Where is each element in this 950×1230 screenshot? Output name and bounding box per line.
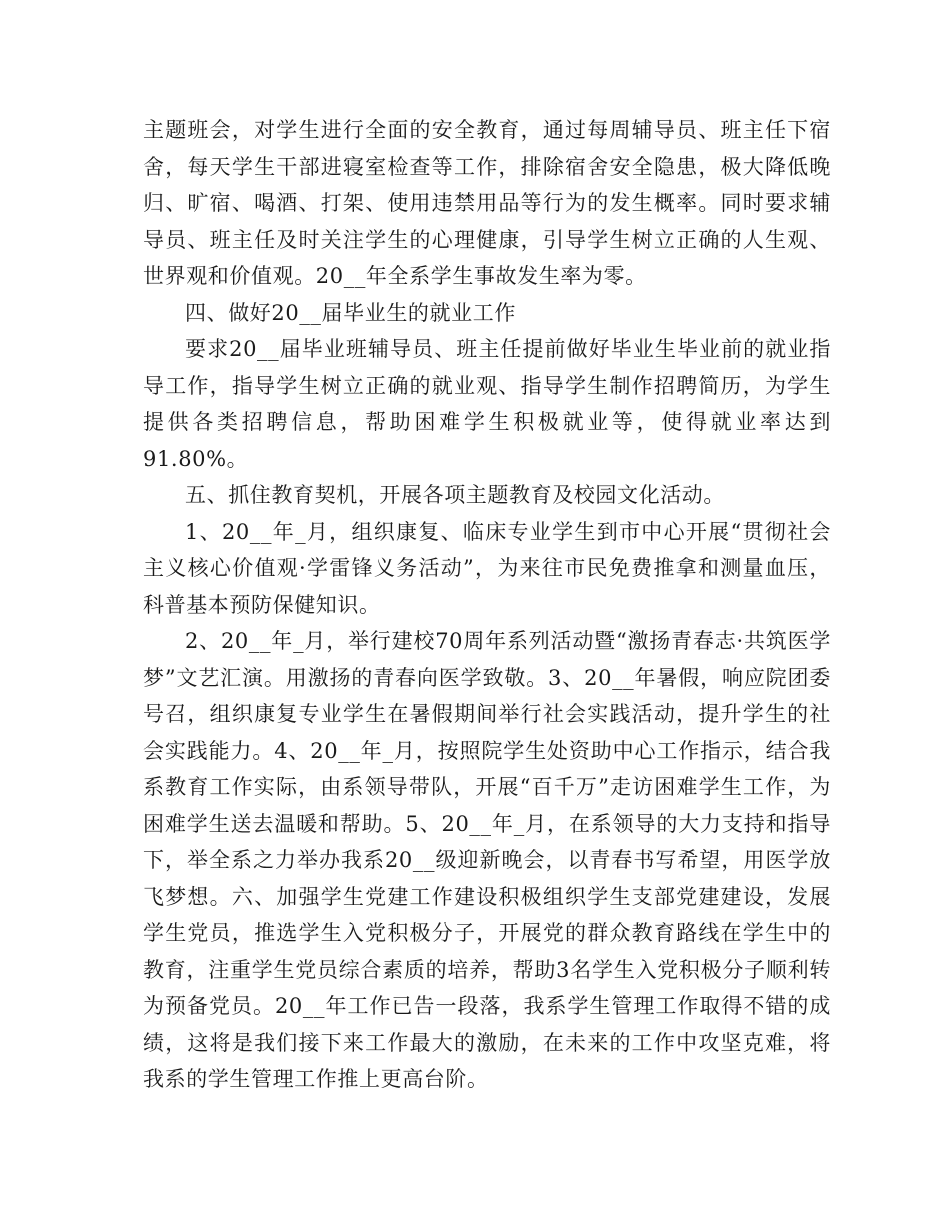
paragraph-safety-education: 主题班会，对学生进行全面的安全教育，通过每周辅导员、班主任下宿舍，每天学生干部进寝室检查等工作，排除宿舍安全隐患，极大降低晚归、旷宿、喝酒、打架、使用违禁用品等行为的发生概率。同时要求辅导员、班主任及时关注学生的心理健康，引导学生树立正确的人生观、世界观和价值观。20__年全系学生事故发生率为零。 [143,118,831,288]
paragraph-employment: 要求20__届毕业班辅导员、班主任提前做好毕业生毕业前的就业指导工作，指导学生树立正确的就业观、指导学生制作招聘简历，为学生提供各类招聘信息，帮助困难学生积极就业等，使得就业率达到91.80%。 [143,337,831,471]
paragraph-activities-and-summary: 2、20__年_月，举行建校70周年系列活动暨“激扬青春志·共筑医学梦”文艺汇演。用激扬的青春向医学致敬。3、20__年暑假，响应院团委号召，组织康复专业学生在暑假期间举行社会实践活动，提升学生的社会实践能力。4、20__年_月，按照院学生处资助中心工作指示，结合我系教育工作实际，由系领导带队，开展“百千万”走访困难学生工作，为困难学生送去温暖和帮助。5、20__年_月，在系领导的大力支持和指导下，举全系之力举办我系20__级迎新晚会，以青春书写希望，用医学放飞梦想。六、加强学生党建工作建设积极组织学生支部党建建设，发展学生党员，推选学生入党积极分子，开展党的群众教育路线在学生中的教育，注重学生党员综合素质的培养，帮助3名学生入党积极分子顺利转为预备党员。20__年工作已告一段落，我系学生管理工作取得不错的成绩，这将是我们接下来工作最大的激励，在未来的工作中攻坚克难，将我系的学生管理工作推上更高台阶。 [143,629,831,1091]
section-heading-employment: 四、做好20__届毕业生的就业工作 [185,300,516,325]
document-body [143,112,831,1098]
paragraph-activity-1: 1、20__年_月，组织康复、临床专业学生到市中心开展“贯彻社会主义核心价值观·学雷锋义务活动”，为来往市民免费推拿和测量血压，科普基本预防保健知识。 [143,519,831,617]
section-heading-activities: 五、抓住教育契机，开展各项主题教育及校园文化活动。 [185,483,725,507]
